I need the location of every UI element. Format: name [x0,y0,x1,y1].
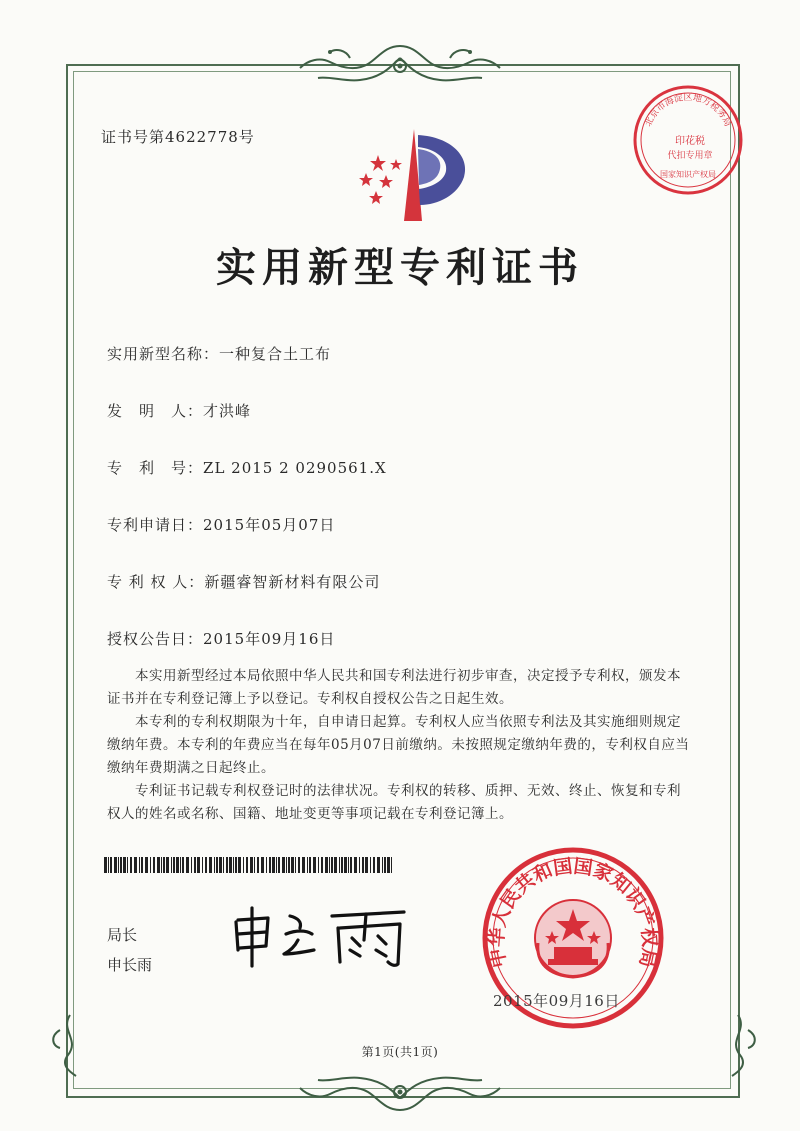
barcode-bar [276,857,277,873]
barcode-bar [321,857,323,873]
barcode-bar [269,857,271,873]
barcode-bar [370,857,371,873]
field-value: 2015年05月07日 [203,516,336,534]
barcode-bar [216,857,218,873]
barcode-bar [104,857,107,873]
barcode-bar [272,857,275,873]
barcode-bar [180,857,181,873]
barcode-bar [344,857,347,873]
barcode-bar [365,857,368,873]
barcode-bar [110,857,112,873]
field-grant-date [107,628,335,649]
barcode-bar [391,857,392,873]
svg-text:北京市海淀区地方税务局: 北京市海淀区地方税务局 [643,93,733,129]
barcode-bar [313,857,316,873]
barcode-icon [104,857,394,873]
field-value: 新疆睿智新材料有限公司 [204,573,381,591]
barcode-bar [329,857,330,873]
certificate-title: 实用新型专利证书 [216,244,584,291]
field-label: 授权公告日： [107,630,204,648]
barcode-bar [118,857,119,873]
barcode-bar [233,857,234,873]
barcode-bar [302,857,305,873]
barcode-bar [194,857,196,873]
barcode-bar [243,857,244,873]
body-paragraph-3: 专利证书记载专利权登记时的法律状况。专利权的转移、质押、无效、终止、恢复和专利权人的姓名或名称、国籍、地址变更等事项记载在专利登记簿上。 [107,783,681,822]
page-number: 第1页(共1页) [361,1045,439,1059]
barcode-bar [171,857,172,873]
barcode-bar [145,857,148,873]
barcode-bar [114,857,117,873]
barcode-bar [282,857,285,873]
field-patentee [107,571,380,592]
barcode-bar [130,857,132,873]
body-text [107,665,692,826]
barcode-bar [166,857,169,873]
field-value: 2015年09月16日 [203,630,336,648]
field-filing-date [107,514,335,535]
barcode-bar [377,857,380,873]
svg-text:印花税: 印花税 [675,136,705,147]
top-ornament-icon [290,38,510,93]
barcode-bar [348,857,349,873]
barcode-bar [261,857,264,873]
barcode-bar [161,857,162,873]
barcode-bar [182,857,184,873]
barcode-bar [173,857,175,873]
field-inventor [107,400,251,421]
barcode-bar [298,857,300,873]
barcode-bar [153,857,155,873]
barcode-bar [205,857,207,873]
barcode-bar [139,857,140,873]
barcode-bar [214,857,215,873]
field-label: 实用新型名称： [107,345,220,363]
director-name: 申长雨 [107,956,153,974]
barcode-bar [150,857,151,873]
barcode-bar [334,857,337,873]
field-label: 专 利 权 人： [107,573,205,591]
barcode-bar [309,857,311,873]
barcode-bar [120,857,122,873]
svg-text:国家知识产权局: 国家知识产权局 [660,170,716,179]
barcode-bar [387,857,390,873]
barcode-bar [257,857,259,873]
barcode-bar [229,857,232,873]
field-label: 专 利 号： [107,459,204,477]
barcode-bar [108,857,109,873]
cnipa-logo-icon [352,125,472,225]
body-paragraph-2: 本专利的专利权期限为十年，自申请日起算。专利权人应当依照专利法及其实施细则规定缴纳年费。本专利的年费应当在每年05月07日前缴纳。未按照规定缴纳年费的，专利权自应当缴纳年费期满之日起终止。 [107,714,690,776]
barcode-bar [295,857,296,873]
barcode-bar [219,857,222,873]
barcode-bar [331,857,333,873]
barcode-bar [362,857,364,873]
barcode-bar [373,857,375,873]
director-title: 局长 [107,926,138,944]
barcode-bar [278,857,280,873]
barcode-bar [238,857,241,873]
barcode-bar [127,857,128,873]
barcode-bar [250,857,253,873]
barcode-bar [286,857,287,873]
barcode-bar [223,857,224,873]
barcode-bar [209,857,212,873]
field-value: 一种复合土工布 [219,345,332,363]
barcode-bar [354,857,357,873]
barcode-bar [141,857,143,873]
barcode-bar [163,857,165,873]
barcode-bar [307,857,308,873]
field-patent-number [107,457,387,478]
signature-block [107,920,152,980]
barcode-bar [291,857,294,873]
barcode-bar [382,857,383,873]
barcode-bar [384,857,386,873]
barcode-bar [123,857,126,873]
handwritten-signature-icon [228,900,418,970]
svg-text:中华人民共和国国家知识产权局: 中华人民共和国国家知识产权局 [485,855,661,970]
barcode-bar [266,857,267,873]
svg-text:代扣专用章: 代扣专用章 [667,151,713,161]
barcode-bar [318,857,319,873]
barcode-bar [226,857,228,873]
barcode-bar [191,857,192,873]
bottom-ornament-icon [290,1070,510,1120]
field-utility-model-name [107,343,331,364]
barcode-bar [202,857,203,873]
tax-stamp-seal-icon [630,82,746,198]
barcode-bar [341,857,343,873]
barcode-bar [325,857,328,873]
seal-date: 2015年09月16日 [493,992,620,1010]
barcode-bar [339,857,340,873]
field-label: 专利申请日： [107,516,204,534]
barcode-bar [350,857,352,873]
barcode-bar [246,857,248,873]
barcode-bar [288,857,290,873]
body-paragraph-1: 本实用新型经过本局依照中华人民共和国专利法进行初步审查，决定授予专利权，颁发本证书并在专利登记簿上予以登记。专利权自授权公告之日起生效。 [107,668,681,707]
barcode-bar [176,857,179,873]
barcode-bar [359,857,360,873]
field-label: 发 明 人： [107,402,204,420]
barcode-bar [235,857,237,873]
certificate-number: 证书号第4622778号 [101,128,255,146]
barcode-bar [186,857,189,873]
barcode-bar [134,857,137,873]
field-value: 才洪峰 [203,402,252,420]
field-value: ZL 2015 2 0290561.X [203,459,387,477]
barcode-bar [197,857,200,873]
barcode-bar [157,857,160,873]
barcode-bar [254,857,255,873]
